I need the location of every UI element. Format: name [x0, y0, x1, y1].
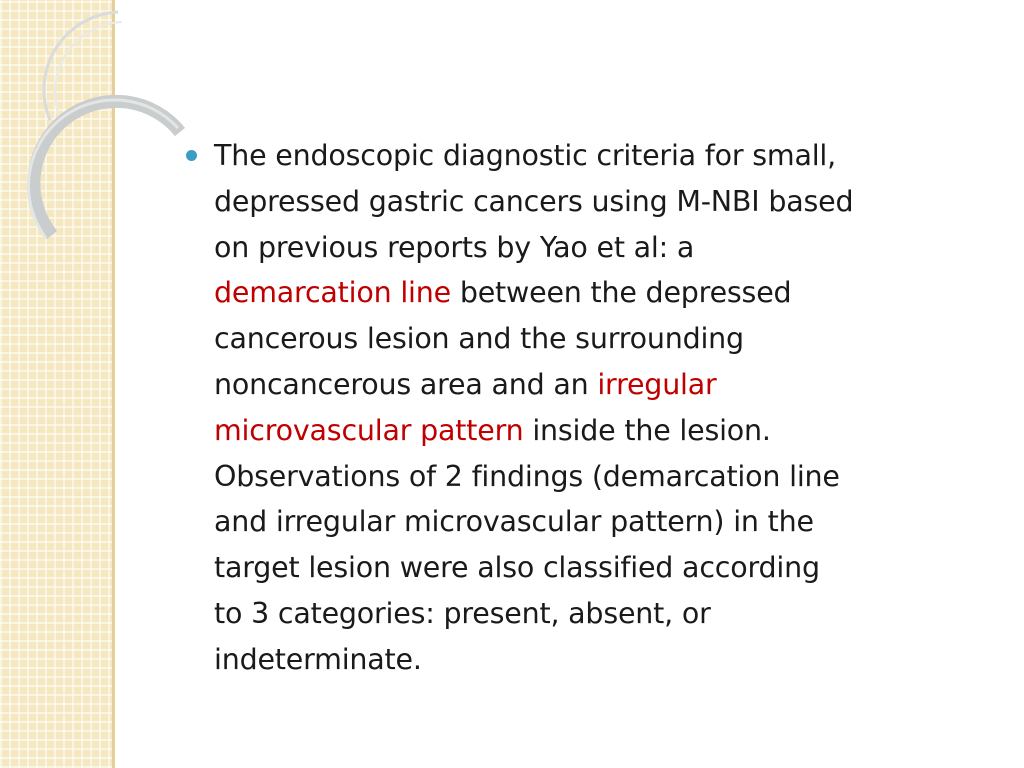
text-line: to 3 categories: present, absent, or — [214, 596, 711, 630]
bullet-paragraph — [186, 133, 996, 683]
highlight-demarcation-line: demarcation line — [214, 276, 451, 310]
text-line: Observations of 2 findings (demarcation line — [214, 459, 840, 493]
text-line: target lesion were also classified according — [214, 551, 820, 585]
text-line — [214, 362, 996, 408]
slide-content — [186, 133, 996, 683]
text-segment: inside the lesion. — [523, 413, 771, 447]
bullet-dot-icon — [186, 150, 197, 161]
text-line: indeterminate. — [214, 642, 422, 676]
text-segment: between the depressed — [450, 276, 792, 310]
text-line — [214, 270, 996, 316]
text-line — [214, 408, 996, 454]
text-line: on previous reports by Yao et al: a — [214, 230, 695, 264]
text-line: and irregular microvascular pattern) in the — [214, 505, 814, 539]
text-line: The endoscopic diagnostic criteria for small, — [214, 139, 837, 172]
lower-circle-arc-highlight — [28, 100, 178, 238]
decorative-circles — [0, 0, 200, 320]
highlight-microvascular-pattern: microvascular pattern — [214, 413, 524, 447]
text-segment: noncancerous area and an — [214, 367, 598, 401]
text-line: depressed gastric cancers using M-NBI based — [214, 184, 854, 218]
highlight-irregular: irregular — [597, 367, 717, 401]
text-line: cancerous lesion and the surrounding — [214, 322, 744, 356]
